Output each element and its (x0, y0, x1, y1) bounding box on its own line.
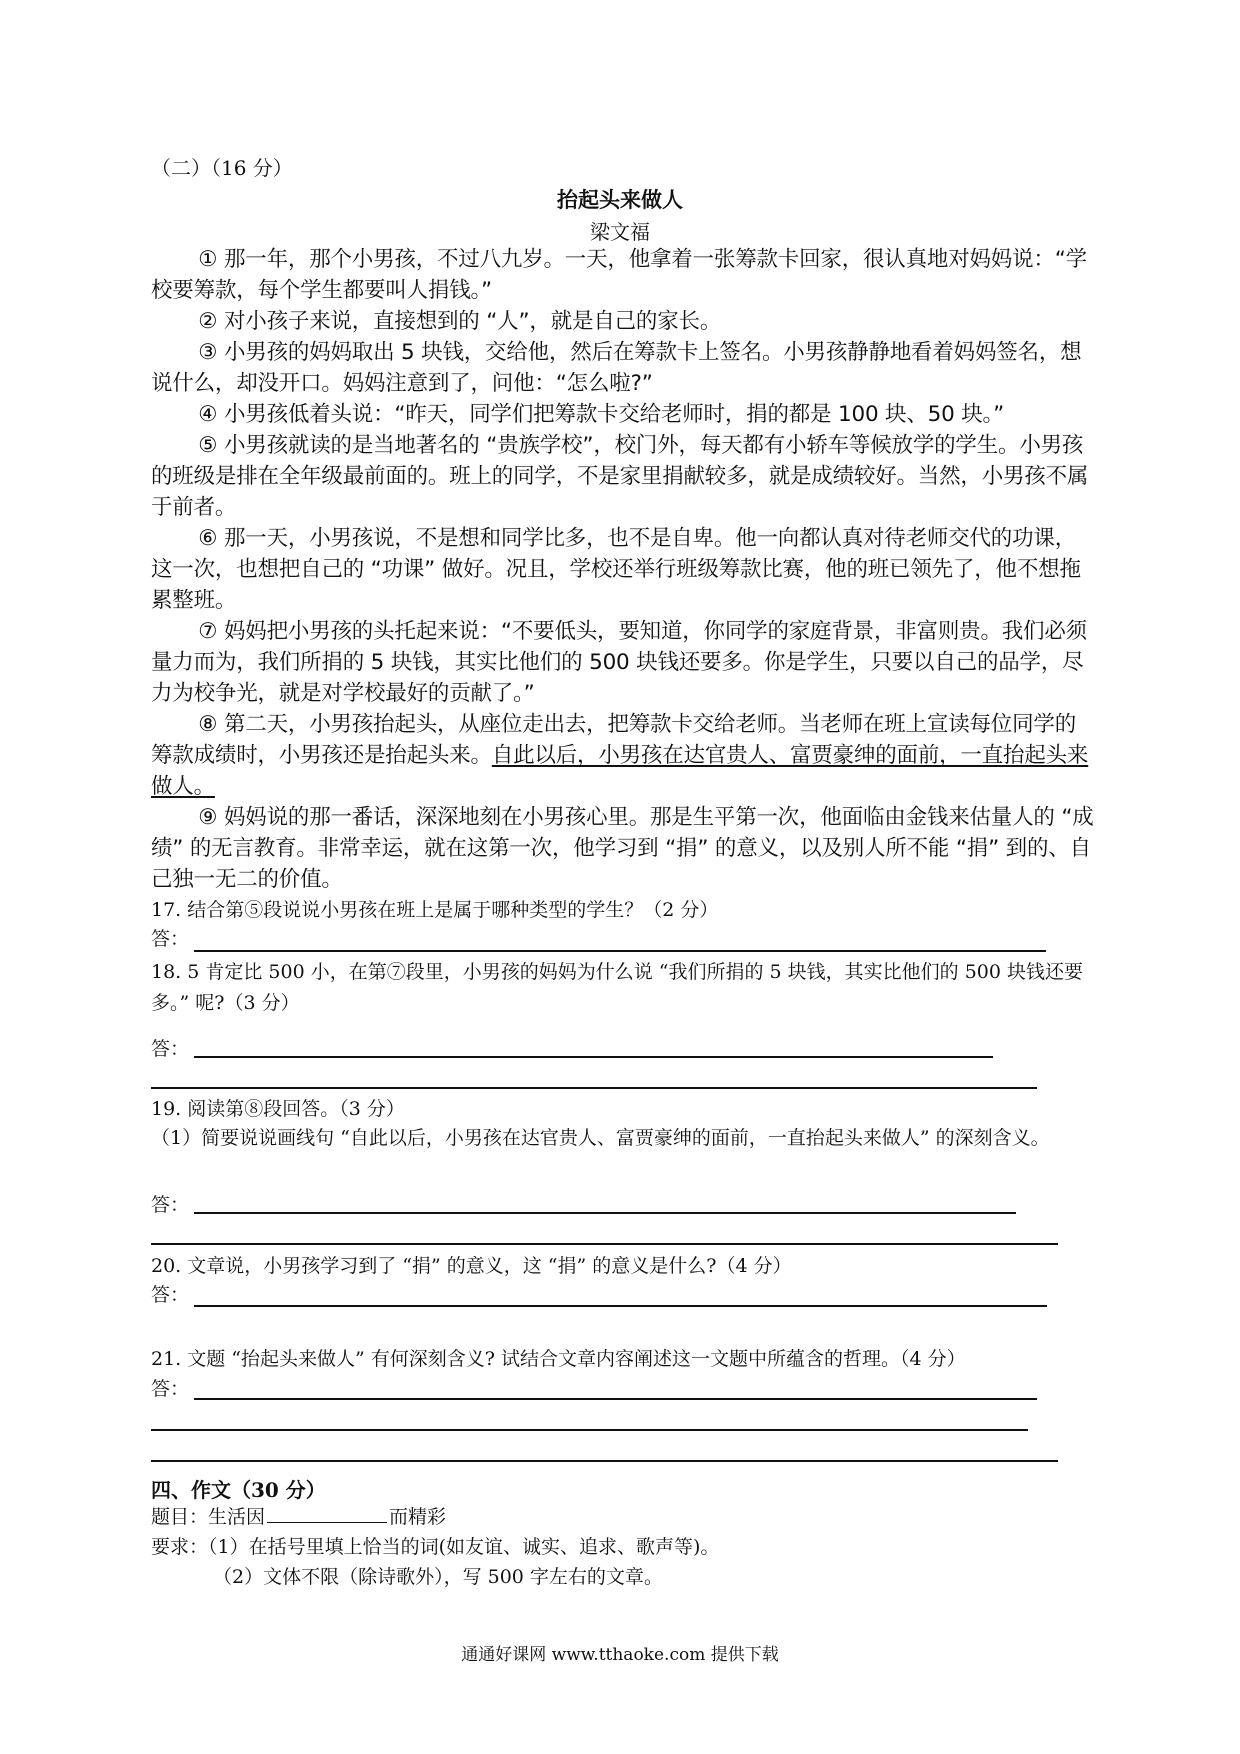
answer-line-17-1[interactable] (194, 950, 1046, 952)
question-19: 19. 阅读第⑧段回答。（3 分） (151, 1098, 405, 1120)
paragraph-1: ① 那一年，那个小男孩，不过八九岁。一天，他拿着一张筹款卡回家，很认真地对妈妈说：“学校要筹款，每个学生都要叫人捐钱。” (151, 247, 1087, 303)
answer-line-18-2[interactable] (151, 1087, 1037, 1089)
question-18: 18. 5 肯定比 500 小，在第⑦段里，小男孩的妈妈为什么说 “我们所捐的 5 块钱，其实比他们的 500 块钱还要多。” 呢?（3 分） (151, 961, 1083, 1014)
question-21: 21. 文题 “抬起头来做人” 有何深刻含义? 试结合文章内容阐述这一文题中所蕴含的哲理。（4 分） (151, 1348, 966, 1370)
composition-requirement-2: （2）文体不限（除诗歌外），写 500 字左右的文章。 (213, 1566, 663, 1588)
answer-18 (151, 1034, 1051, 1064)
answer-line-21-1[interactable] (194, 1398, 1037, 1400)
paragraph-3: ③ 小男孩的妈妈取出 5 块钱，交给他，然后在筹款卡上签名。小男孩静静地看着妈妈签名，想说什么，却没开口。妈妈注意到了，问他：“怎么啦?” (151, 340, 1082, 396)
answer-19 (151, 1190, 1051, 1220)
answer-label: 答： (151, 928, 190, 950)
composition-requirement-1: 要求：（1）在括号里填上恰当的词(如友谊、诚实、追求、歌声等)。 (151, 1536, 720, 1558)
answer-label: 答： (151, 1038, 190, 1060)
question-19-sub-1: （1）简要说说画线句 “自此以后，小男孩在达官贵人、富贾豪绅的面前，一直抬起头来做人” 的深刻含义。 (151, 1127, 1050, 1149)
question-20: 20. 文章说，小男孩学习到了 “捐” 的意义，这 “捐” 的意义是什么?（4 分） (151, 1255, 792, 1277)
article-title: 抬起头来做人 (557, 187, 683, 212)
section-heading: （二）（16 分） (151, 156, 293, 180)
paragraph-2: ② 对小孩子来说，直接想到的 “人”，就是自己的家长。 (198, 309, 722, 334)
answer-label: 答： (151, 1378, 190, 1400)
paragraph-9: ⑨ 妈妈说的那一番话，深深地刻在小男孩心里。那是生平第一次，他面临由金钱来估量人的 “成绩” 的无言教育。非常幸运，就在这第一次，他学习到 “捐” 的意义，以及别人所不能 “捐” 到的、自己独一无二的价值。 (151, 805, 1094, 892)
composition-prompt (151, 1502, 446, 1532)
paragraph-5: ⑤ 小男孩就读的是当地著名的 “贵族学校”，校门外，每天都有小轿车等候放学的学生。小男孩的班级是排在全年级最前面的。班上的同学，不是家里捐献较多，就是成绩较好。当然，小男孩不属于前者。 (151, 433, 1089, 520)
paragraph-7: ⑦ 妈妈把小男孩的头托起来说：“不要低头，要知道，你同学的家庭背景，非富则贵。我们必须量力而为，我们所捐的 5 块钱，其实比他们的 500 块钱还要多。你是学生，只要以自己的品学，尽力为校争光，就是对学校最好的贡献了。” (151, 619, 1087, 706)
footer-credit: 通通好课网 www.tthaoke.com 提供下载 (461, 1645, 779, 1665)
underlined-sentence: 自此以后，小男孩在达官贵人、富贾豪绅的面前，一直抬起头来做人。 (151, 743, 1089, 799)
composition-heading: 四、作文（30 分） (151, 1478, 326, 1502)
paragraph-4: ④ 小男孩低着头说：“昨天，同学们把筹款卡交给老师时，捐的都是 100 块、50 块。” (198, 402, 1005, 427)
answer-line-20-1[interactable] (194, 1305, 1047, 1307)
answer-label: 答： (151, 1194, 190, 1216)
answer-line-19-1[interactable] (194, 1212, 1016, 1214)
paragraph-8 (151, 709, 1097, 802)
article-author: 梁文福 (590, 220, 650, 244)
composition-blank[interactable] (267, 1504, 387, 1523)
answer-line-21-2[interactable] (151, 1429, 1028, 1431)
question-17: 17. 结合第⑤段说说小男孩在班上是属于哪种类型的学生？（2 分） (151, 899, 719, 921)
composition-prompt-prefix: 题目：生活因 (151, 1506, 266, 1528)
answer-label: 答： (151, 1284, 190, 1306)
answer-line-19-2[interactable] (151, 1243, 1058, 1245)
paragraph-6: ⑥ 那一天，小男孩说，不是想和同学比多，也不是自卑。他一向都认真对待老师交代的功课，这一次，也想把自己的 “功课” 做好。况且，学校还举行班级筹款比赛，他的班已领先了，他不想拖累整班。 (151, 526, 1081, 613)
composition-prompt-suffix: 而精彩 (389, 1506, 447, 1528)
paragraph-8-text: ⑧ 第二天，小男孩抬起头，从座位走出去，把筹款卡交给老师。当老师在班上宣读每位同学的筹款成绩时，小男孩还是抬起头来。 (151, 712, 1077, 768)
answer-line-18-1[interactable] (194, 1056, 993, 1058)
answer-line-21-3[interactable] (151, 1460, 1058, 1462)
